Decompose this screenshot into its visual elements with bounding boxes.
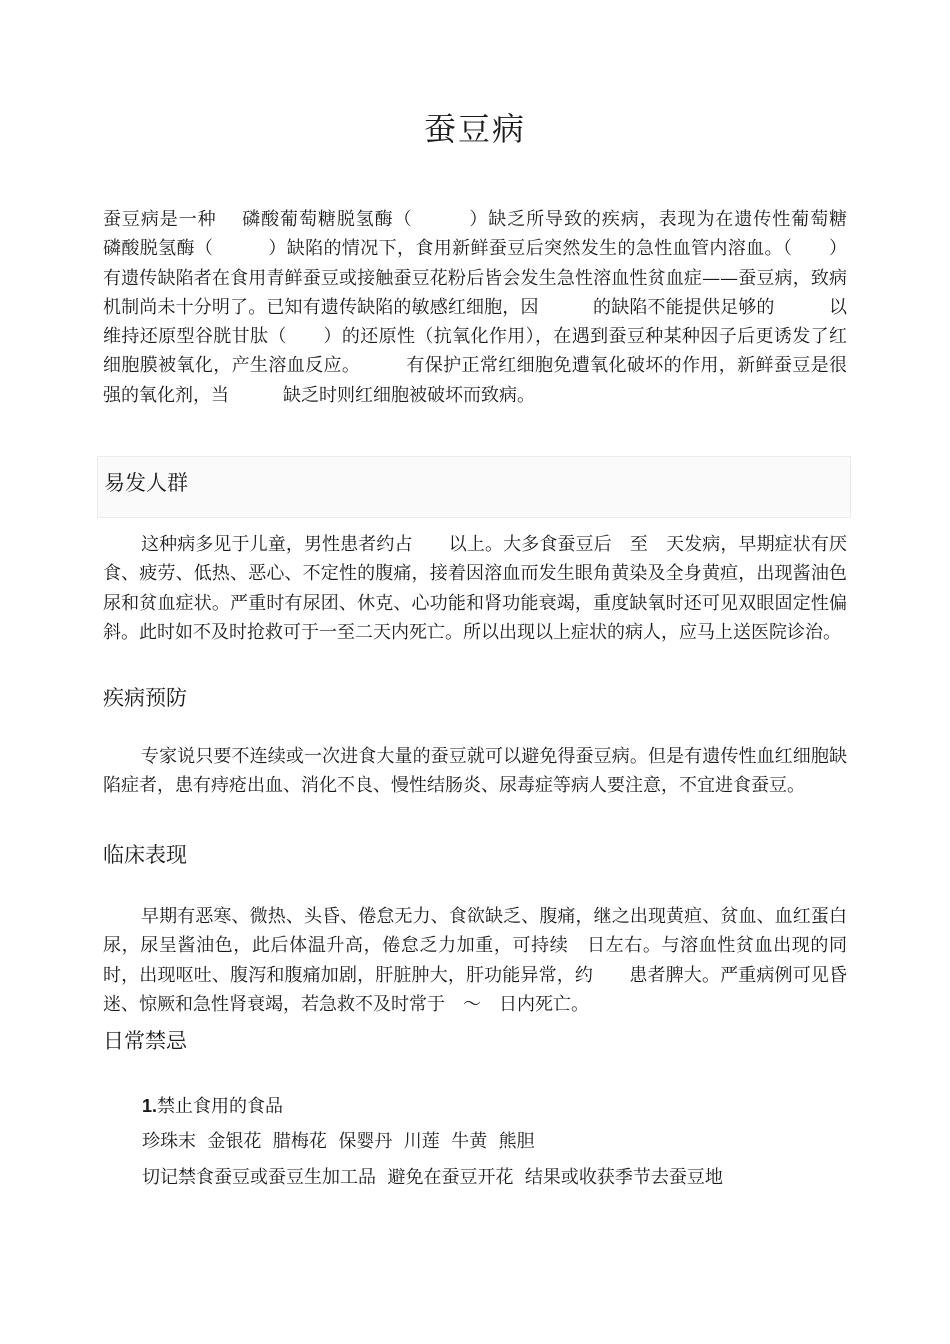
section-heading-taboo: 日常禁忌 bbox=[103, 1029, 187, 1053]
clinical-text: 早期有恶寒、微热、头昏、倦怠无力、食欲缺乏、腹痛，继之出现黄疸、贫血、血红蛋白尿，尿呈酱油色，此后体温升高，倦怠乏力加重，可持续 日左右。与溶血性贫血出现的同时，出现呕吐、腹泻和腹痛加剧，肝脏肿大，肝功能异常，约 患者脾大。严重病例可见昏迷、惊厥和急性肾衰竭，若急救不及时常于 ～ 日内死亡。 bbox=[103, 906, 847, 1015]
susceptible-paragraph bbox=[103, 530, 847, 647]
taboo-item-number: 1. bbox=[142, 1096, 158, 1116]
clinical-paragraph bbox=[103, 902, 847, 1019]
section-heading-clinical: 临床表现 bbox=[103, 843, 187, 867]
page-title: 蚕豆病 bbox=[423, 110, 526, 148]
prevention-paragraph bbox=[103, 742, 847, 801]
taboo-warning: 切记禁食蚕豆或蚕豆生加工品 避免在蚕豆开花 结果或收获季节去蚕豆地 bbox=[142, 1167, 723, 1188]
section-heading-susceptible: 易发人群 bbox=[104, 471, 188, 495]
intro-paragraph bbox=[103, 205, 871, 410]
susceptible-text: 这种病多见于儿童，男性患者约占 以上。大多食蚕豆后 至 天发病，早期症状有厌食、疲劳、低热、恶心、不定性的腹痛，接着因溶血而发生眼角黄染及全身黄疸，出现酱油色尿和贫血症状。严重时有尿团、休克、心功能和肾功能衰竭，重度缺氧时还可见双眼固定性偏斜。此时如不及时抢救可于一至二天内死亡。所以出现以上症状的病人，应马上送医院诊治。 bbox=[103, 534, 847, 643]
taboo-foods: 珍珠末 金银花 腊梅花 保婴丹 川莲 牛黄 熊胆 bbox=[142, 1131, 535, 1152]
section-heading-prevention: 疾病预防 bbox=[103, 686, 187, 710]
taboo-list bbox=[142, 1088, 723, 1196]
prevention-text: 专家说只要不连续或一次进食大量的蚕豆就可以避免得蚕豆病。但是有遗传性血红细胞缺陷症者，患有痔疮出血、消化不良、慢性结肠炎、尿毒症等病人要注意，不宜进食蚕豆。 bbox=[103, 746, 847, 797]
intro-text: 蚕豆病是一种 磷酸葡萄糖脱氢酶（ ）缺乏所导致的疾病，表现为在遗传性葡萄糖 磷酸脱氢酶（ ）缺陷的情况下，食用新鲜蚕豆后突然发生的急性血管内溶血。（ ）有遗传缺陷者在食用青鲜蚕豆或接触蚕豆花粉后皆会发生急性溶血性贫血症——蚕豆病，致病机制尚未十分明了。已知有遗传缺陷的敏感红细胞，因 的缺陷不能提供足够的 以维持还原型谷胱甘肽（ ）的还原性（抗氧化作用），在遇到蚕豆种某种因子后更诱发了红细胞膜被氧化，产生溶血反应。 有保护正常红细胞免遭氧化破坏的作用，新鲜蚕豆是很强的氧化剂，当 缺乏时则红细胞被破坏而致病。 bbox=[103, 209, 871, 406]
taboo-item-title: 禁止食用的食品 bbox=[157, 1096, 284, 1117]
section-heading-box bbox=[97, 456, 851, 518]
taboo-item-1 bbox=[142, 1088, 723, 1124]
